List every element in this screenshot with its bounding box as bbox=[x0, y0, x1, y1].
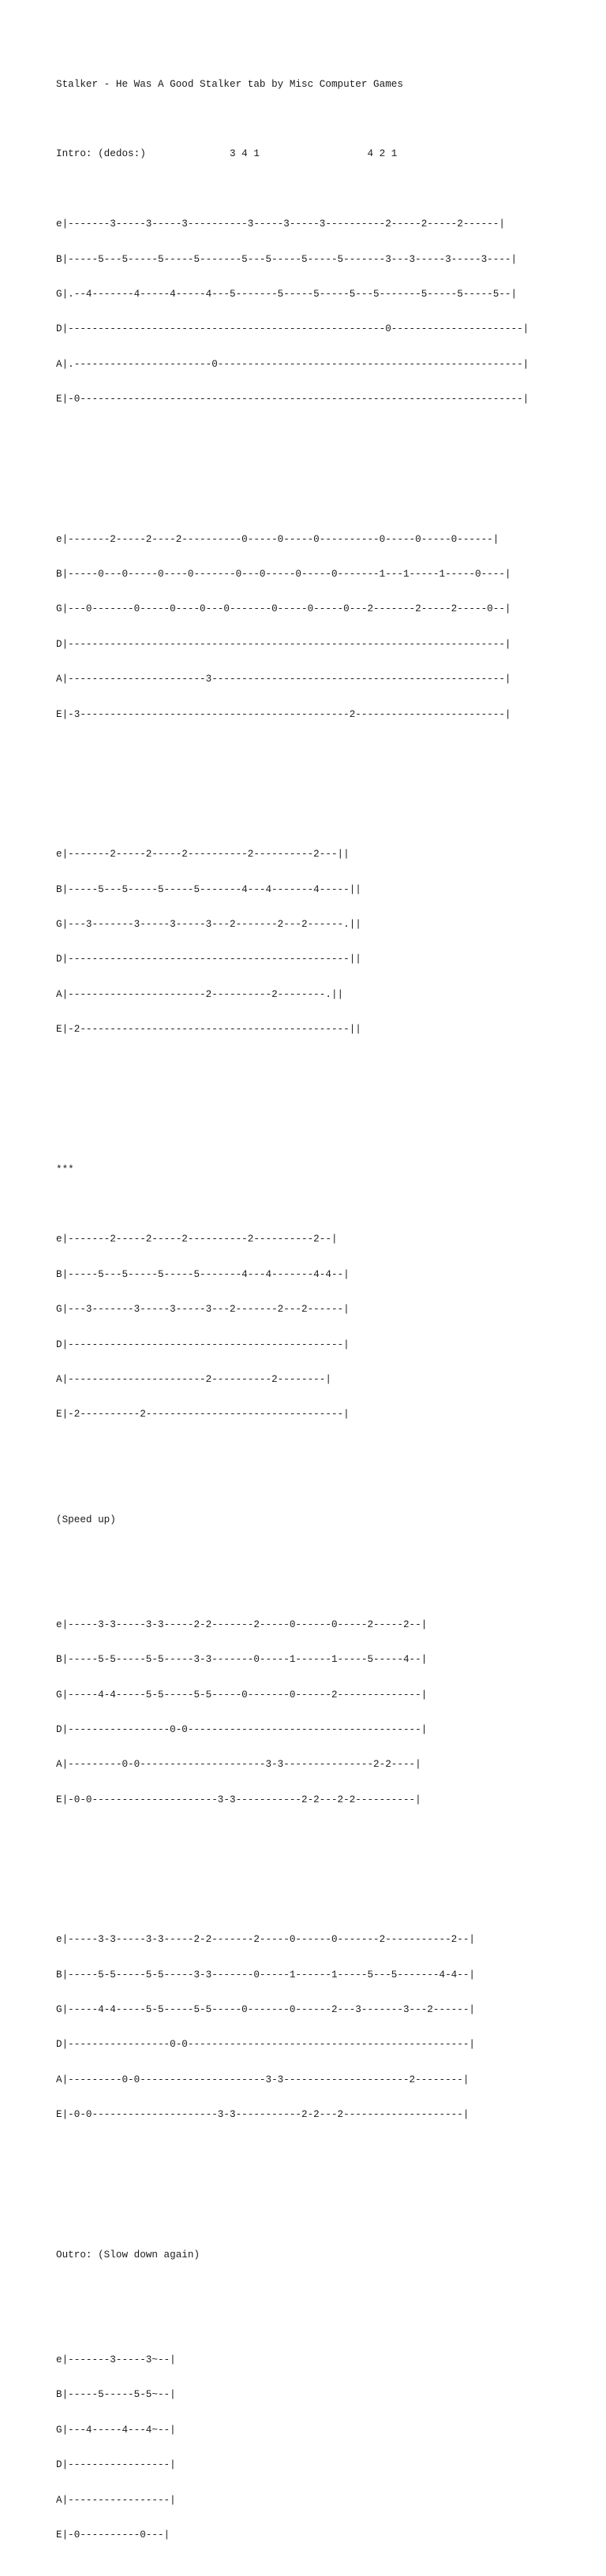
tab-line-e: e|-------3-----3-----3----------3-----3-----3----------2-----2-----2------| bbox=[56, 218, 505, 230]
section-label-intro: Intro: (dedos:) 3 4 1 4 2 1 bbox=[56, 147, 398, 160]
tab-staff-intro-1 bbox=[56, 196, 600, 429]
tab-line-D: D|-----------------0-0-----------------------------------------------| bbox=[56, 2038, 475, 2051]
tab-line-B: B|-----5-----5-5~--| bbox=[56, 2388, 176, 2401]
spacer bbox=[56, 2284, 600, 2296]
tab-line-B: B|-----5---5-----5-----5-------4---4-------4-4--| bbox=[56, 1267, 350, 1280]
tab-line-B: B|-----5-5-----5-5-----3-3-------0-----1------1-----5---5-------4-4--| bbox=[56, 1968, 475, 1981]
spacer bbox=[56, 464, 600, 476]
tab-line-A: A|-----------------| bbox=[56, 2493, 176, 2506]
tab-line-A: A|-----------------------2----------2--------.|| bbox=[56, 987, 344, 1000]
tab-staff-intro-2 bbox=[56, 510, 600, 744]
tab-line-D: D|----------------------------------------------| bbox=[56, 1338, 350, 1350]
tab-line-E: E|-2----------2---------------------------------| bbox=[56, 1408, 350, 1421]
spacer bbox=[56, 1094, 600, 1106]
tab-line-G: G|---4-----4---4~--| bbox=[56, 2423, 176, 2436]
tab-line-A: A|.-----------------------0---------------------------------------------------| bbox=[56, 357, 529, 370]
tab-line-e: e|-------2-----2-----2----------2----------2---|| bbox=[56, 848, 350, 861]
section-label-speed-up: (Speed up) bbox=[56, 1513, 116, 1525]
tab-line-D: D|-----------------------------------------------------0----------------------| bbox=[56, 323, 529, 335]
tab-line-E: E|-0-0---------------------3-3-----------2-2---2--------------------| bbox=[56, 2108, 469, 2121]
spacer bbox=[56, 1479, 600, 1491]
tab-line-D: D|-----------------------------------------------|| bbox=[56, 953, 361, 965]
spacer bbox=[56, 1129, 600, 1141]
tab-line-D: D|-----------------0-0---------------------------------------| bbox=[56, 1723, 428, 1735]
tab-line-A: A|-----------------------2----------2--------| bbox=[56, 1373, 331, 1386]
tab-line-B: B|-----5---5-----5-----5-------4---4-------4-----|| bbox=[56, 883, 361, 895]
tab-line-B: B|-----5---5-----5-----5-------5---5-----5-----5-------3---3-----3-----3----| bbox=[56, 252, 518, 265]
tab-line-G: G|---3-------3-----3-----3---2-------2---2------| bbox=[56, 1303, 350, 1316]
tab-line-B: B|-----5-5-----5-5-----3-3-------0-----1------1-----5-----4--| bbox=[56, 1653, 428, 1666]
tab-line-E: E|-3---------------------------------------------2-------------------------| bbox=[56, 707, 511, 720]
tab-line-A: A|-----------------------3-------------------------------------------------| bbox=[56, 673, 511, 685]
spacer bbox=[56, 778, 600, 790]
tab-line-e: e|-----3-3-----3-3-----2-2-------2-----0------0-----2-----2--| bbox=[56, 1618, 428, 1630]
tab-staff-section-2 bbox=[56, 1211, 600, 1444]
tab-line-e: e|-------3-----3~--| bbox=[56, 2353, 176, 2365]
tab-line-E: E|-0----------0---| bbox=[56, 2528, 170, 2541]
tab-line-A: A|---------0-0---------------------3-3---------------------2--------| bbox=[56, 2073, 469, 2085]
tab-line-B: B|-----0---0-----0----0-------0---0-----0-----0-------1---1-----1-----0----| bbox=[56, 568, 511, 581]
spacer bbox=[56, 1549, 600, 1561]
page-title: Stalker - He Was A Good Stalker tab by Misc Computer Games bbox=[56, 77, 403, 90]
tab-line-D: D|-------------------------------------------------------------------------| bbox=[56, 637, 511, 650]
spacer bbox=[56, 1865, 600, 1876]
tab-line-E: E|-0--------------------------------------------------------------------------| bbox=[56, 393, 529, 405]
tab-staff-speed-2 bbox=[56, 1911, 600, 2145]
tab-line-A: A|---------0-0---------------------3-3---------------2-2----| bbox=[56, 1758, 421, 1771]
tab-document bbox=[56, 55, 600, 2576]
tab-staff-speed-1 bbox=[56, 1596, 600, 1829]
tab-line-E: E|-2---------------------------------------------|| bbox=[56, 1023, 361, 1036]
tab-staff-intro-3 bbox=[56, 826, 600, 1059]
tab-staff-outro bbox=[56, 2331, 600, 2564]
tab-line-e: e|-------2-----2----2----------0-----0-----0----------0-----0-----0------| bbox=[56, 532, 499, 545]
section-label-outro: Outro: (Slow down again) bbox=[56, 2248, 200, 2261]
tab-line-G: G|---3-------3-----3-----3---2-------2---2------.|| bbox=[56, 917, 361, 930]
tab-line-G: G|---0-------0-----0----0---0-------0-----0-----0---2-------2-----2-----0--| bbox=[56, 603, 511, 615]
tab-line-G: G|.--4-------4-----4-----4---5-------5-----5-----5---5-------5-----5-----5--| bbox=[56, 287, 518, 300]
tab-line-e: e|-------2-----2-----2----------2----------2--| bbox=[56, 1233, 338, 1245]
tab-line-G: G|-----4-4-----5-5-----5-5-----0-------0------2---3-------3---2------| bbox=[56, 2003, 475, 2016]
spacer bbox=[56, 2179, 600, 2191]
tab-line-e: e|-----3-3-----3-3-----2-2-------2-----0------0-------2-----------2--| bbox=[56, 1933, 475, 1946]
section-marker: *** bbox=[56, 1163, 74, 1175]
tab-line-E: E|-0-0---------------------3-3-----------2-2---2-2----------| bbox=[56, 1793, 421, 1805]
tab-line-G: G|-----4-4-----5-5-----5-5-----0-------0------2--------------| bbox=[56, 1688, 428, 1701]
tab-line-D: D|-----------------| bbox=[56, 2458, 176, 2471]
spacer bbox=[56, 114, 600, 125]
spacer bbox=[56, 2214, 600, 2226]
